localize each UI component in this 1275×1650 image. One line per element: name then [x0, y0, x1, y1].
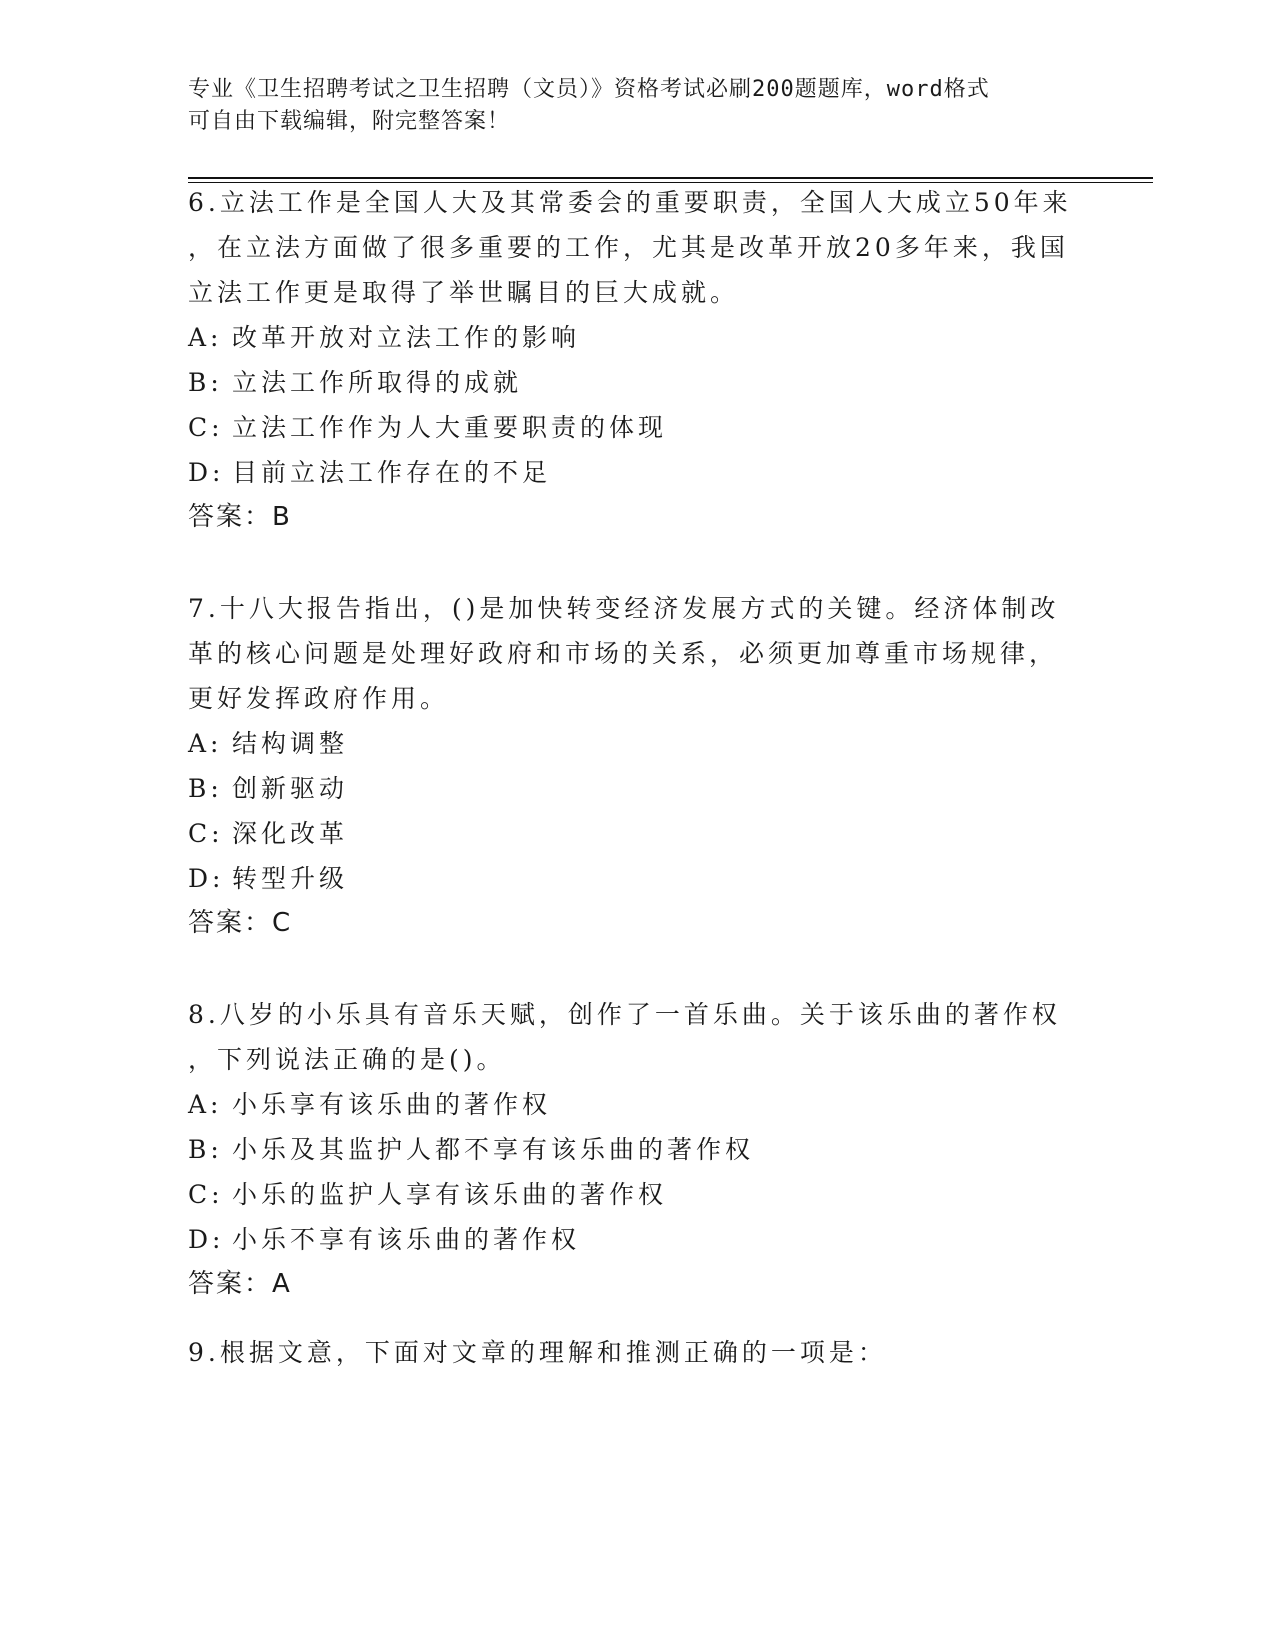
question-text-line: 立法工作更是取得了举世瞩目的巨大成就。 — [188, 278, 740, 307]
option-text: 立法工作作为人大重要职责的体现 — [232, 413, 668, 442]
option-letter: B: — [188, 774, 223, 803]
option-text: 小乐的监护人享有该乐曲的著作权 — [232, 1180, 668, 1209]
option-letter: A: — [188, 323, 223, 352]
option-d — [188, 1217, 1078, 1262]
option-letter: B: — [188, 368, 223, 397]
option-letter: C: — [188, 413, 224, 442]
option-a — [188, 721, 1078, 766]
option-d — [188, 856, 1078, 901]
option-text: 小乐及其监护人都不享有该乐曲的著作权 — [232, 1135, 755, 1164]
option-letter: C: — [188, 819, 224, 848]
question-text: 7.十八大报告指出，()是加快转变经济发展方式的关键。经济体制改 — [188, 594, 1060, 623]
header-line-1: 专业《卫生招聘考试之卫生招聘（文员）》资格考试必刷200题题库，word格式 — [188, 77, 990, 102]
question-text-line: 革的核心问题是处理好政府和市场的关系，必须更加尊重市场规律， — [188, 639, 1059, 668]
answer-line: 答案：A — [188, 1269, 292, 1299]
header-divider-thick — [188, 177, 1153, 179]
header-line-2: 可自由下载编辑，附完整答案！ — [188, 109, 511, 134]
option-text: 结构调整 — [232, 729, 349, 758]
question-text-line: ，下列说法正确的是()。 — [188, 1045, 506, 1074]
option-letter: A: — [188, 729, 223, 758]
question-number: 8. — [188, 1000, 220, 1029]
question-text: 8.八岁的小乐具有音乐天赋，创作了一首乐曲。关于该乐曲的著作权 — [188, 1000, 1061, 1029]
option-c — [188, 405, 1078, 450]
option-text: 目前立法工作存在的不足 — [232, 458, 552, 487]
option-a — [188, 1082, 1078, 1127]
option-d — [188, 450, 1078, 495]
question-6 — [188, 180, 1078, 540]
question-number: 6. — [188, 188, 220, 217]
option-text: 小乐享有该乐曲的著作权 — [232, 1090, 552, 1119]
question-8 — [188, 992, 1078, 1307]
option-a — [188, 315, 1078, 360]
option-letter: D: — [188, 864, 225, 893]
option-text: 创新驱动 — [232, 774, 349, 803]
option-letter: C: — [188, 1180, 224, 1209]
option-b — [188, 1127, 1078, 1172]
question-9 — [188, 1330, 1078, 1375]
option-text: 转型升级 — [232, 864, 349, 893]
option-letter: D: — [188, 458, 225, 487]
option-text: 立法工作所取得的成就 — [232, 368, 523, 397]
question-number: 7. — [188, 594, 220, 623]
option-text: 小乐不享有该乐曲的著作权 — [232, 1225, 581, 1254]
question-text-line: 更好发挥政府作用。 — [188, 684, 450, 713]
option-letter: A: — [188, 1090, 223, 1119]
option-c — [188, 811, 1078, 856]
option-letter: D: — [188, 1225, 225, 1254]
option-c — [188, 1172, 1078, 1217]
answer-line: 答案：B — [188, 502, 292, 532]
question-text: 6.立法工作是全国人大及其常委会的重要职责，全国人大成立50年来 — [188, 188, 1072, 217]
question-text-line: ，在立法方面做了很多重要的工作，尤其是改革开放20多年来，我国 — [188, 233, 1069, 262]
question-7 — [188, 586, 1078, 946]
option-b — [188, 360, 1078, 405]
option-letter: B: — [188, 1135, 223, 1164]
option-text: 改革开放对立法工作的影响 — [232, 323, 581, 352]
question-text: 9.根据文意，下面对文章的理解和推测正确的一项是： — [188, 1338, 887, 1367]
document-header — [188, 74, 1068, 138]
answer-line: 答案：C — [188, 908, 293, 938]
option-b — [188, 766, 1078, 811]
option-text: 深化改革 — [232, 819, 349, 848]
question-number: 9. — [188, 1338, 220, 1367]
